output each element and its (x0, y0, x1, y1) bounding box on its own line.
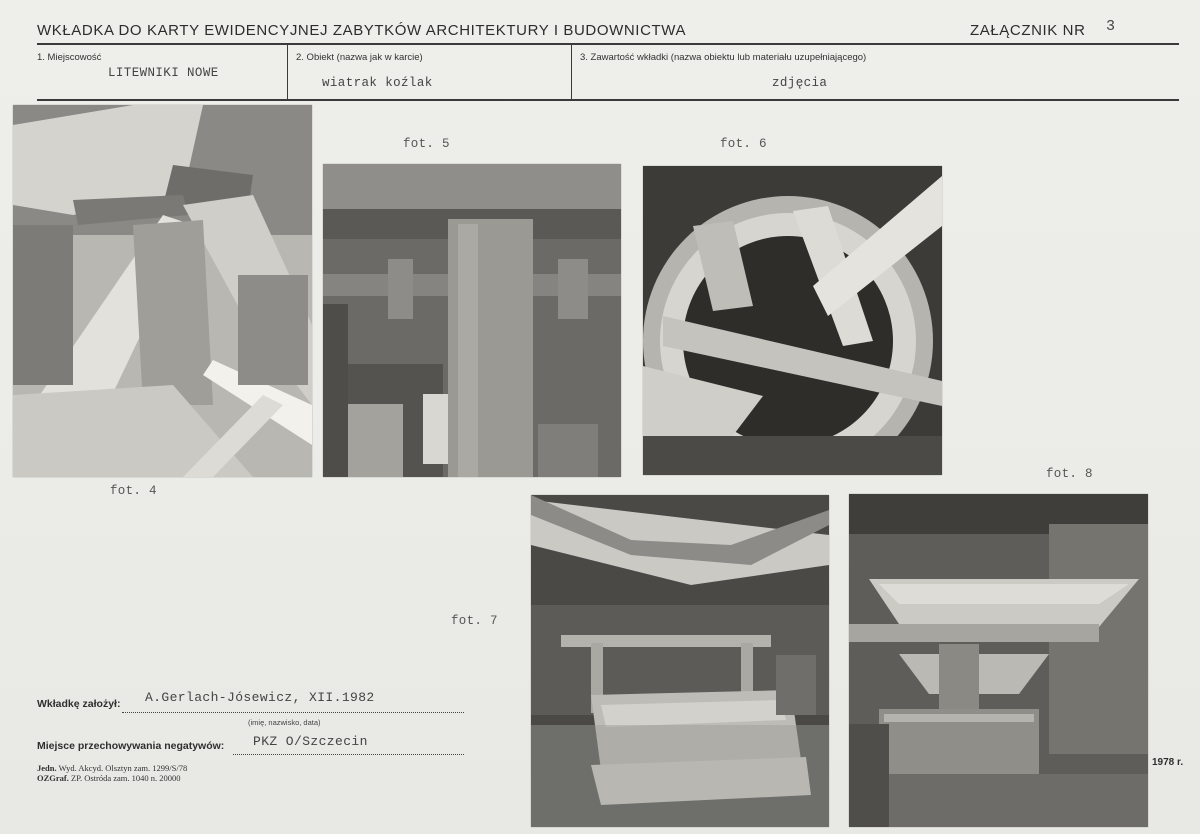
negatives-label: Miejsce przechowywania negatywów: (37, 740, 225, 752)
locality-label: 1. Miejscowość (37, 52, 102, 63)
created-by-label: Wkładkę założył: (37, 698, 121, 710)
created-by-value: A.Gerlach-Jósewicz, XII.1982 (145, 690, 375, 705)
photo-fot-7 (531, 495, 829, 827)
annex-label: ZAŁĄCZNIK NR (970, 22, 1086, 39)
field-divider-2 (571, 45, 572, 99)
printer-note-2: OZGraf. ZP. Ostróda zam. 1040 n. 20000 (37, 773, 181, 783)
object-label: 2. Obiekt (nazwa jak w karcie) (296, 52, 423, 63)
header-rule (37, 43, 1179, 45)
printer-note-1: Jedn. Wyd. Akcyd. Olsztyn zam. 1299/S/78 (37, 763, 188, 773)
field-divider-1 (287, 45, 288, 99)
sheet-title: WKŁADKA DO KARTY EWIDENCYJNEJ ZABYTKÓW ARCHITEKTURY I BUDOWNICTWA (37, 22, 687, 39)
fields-rule (37, 99, 1179, 101)
photo-fot-4 (13, 105, 312, 477)
locality-value: LITEWNIKI NOWE (108, 66, 219, 80)
caption-fot-5: fot. 5 (403, 137, 450, 151)
year-fragment: 1978 r. (1152, 757, 1184, 768)
annex-number: 3 (1106, 18, 1116, 35)
caption-fot-7: fot. 7 (451, 614, 498, 628)
object-value: wiatrak koźlak (322, 76, 433, 90)
content-value: zdjęcia (772, 76, 828, 90)
created-by-line (122, 712, 464, 713)
content-label: 3. Zawartość wkładki (nazwa obiektu lub materiału uzupełniającego) (580, 52, 867, 63)
caption-fot-6: fot. 6 (720, 137, 767, 151)
caption-fot-4: fot. 4 (110, 484, 157, 498)
photo-fot-8 (849, 494, 1148, 827)
caption-fot-8: fot. 8 (1046, 467, 1093, 481)
photo-fot-6 (643, 166, 942, 475)
photo-fot-5 (323, 164, 621, 477)
negatives-line (233, 754, 464, 755)
created-by-hint: (imię, nazwisko, data) (248, 718, 321, 727)
negatives-value: PKZ O/Szczecin (253, 734, 368, 749)
